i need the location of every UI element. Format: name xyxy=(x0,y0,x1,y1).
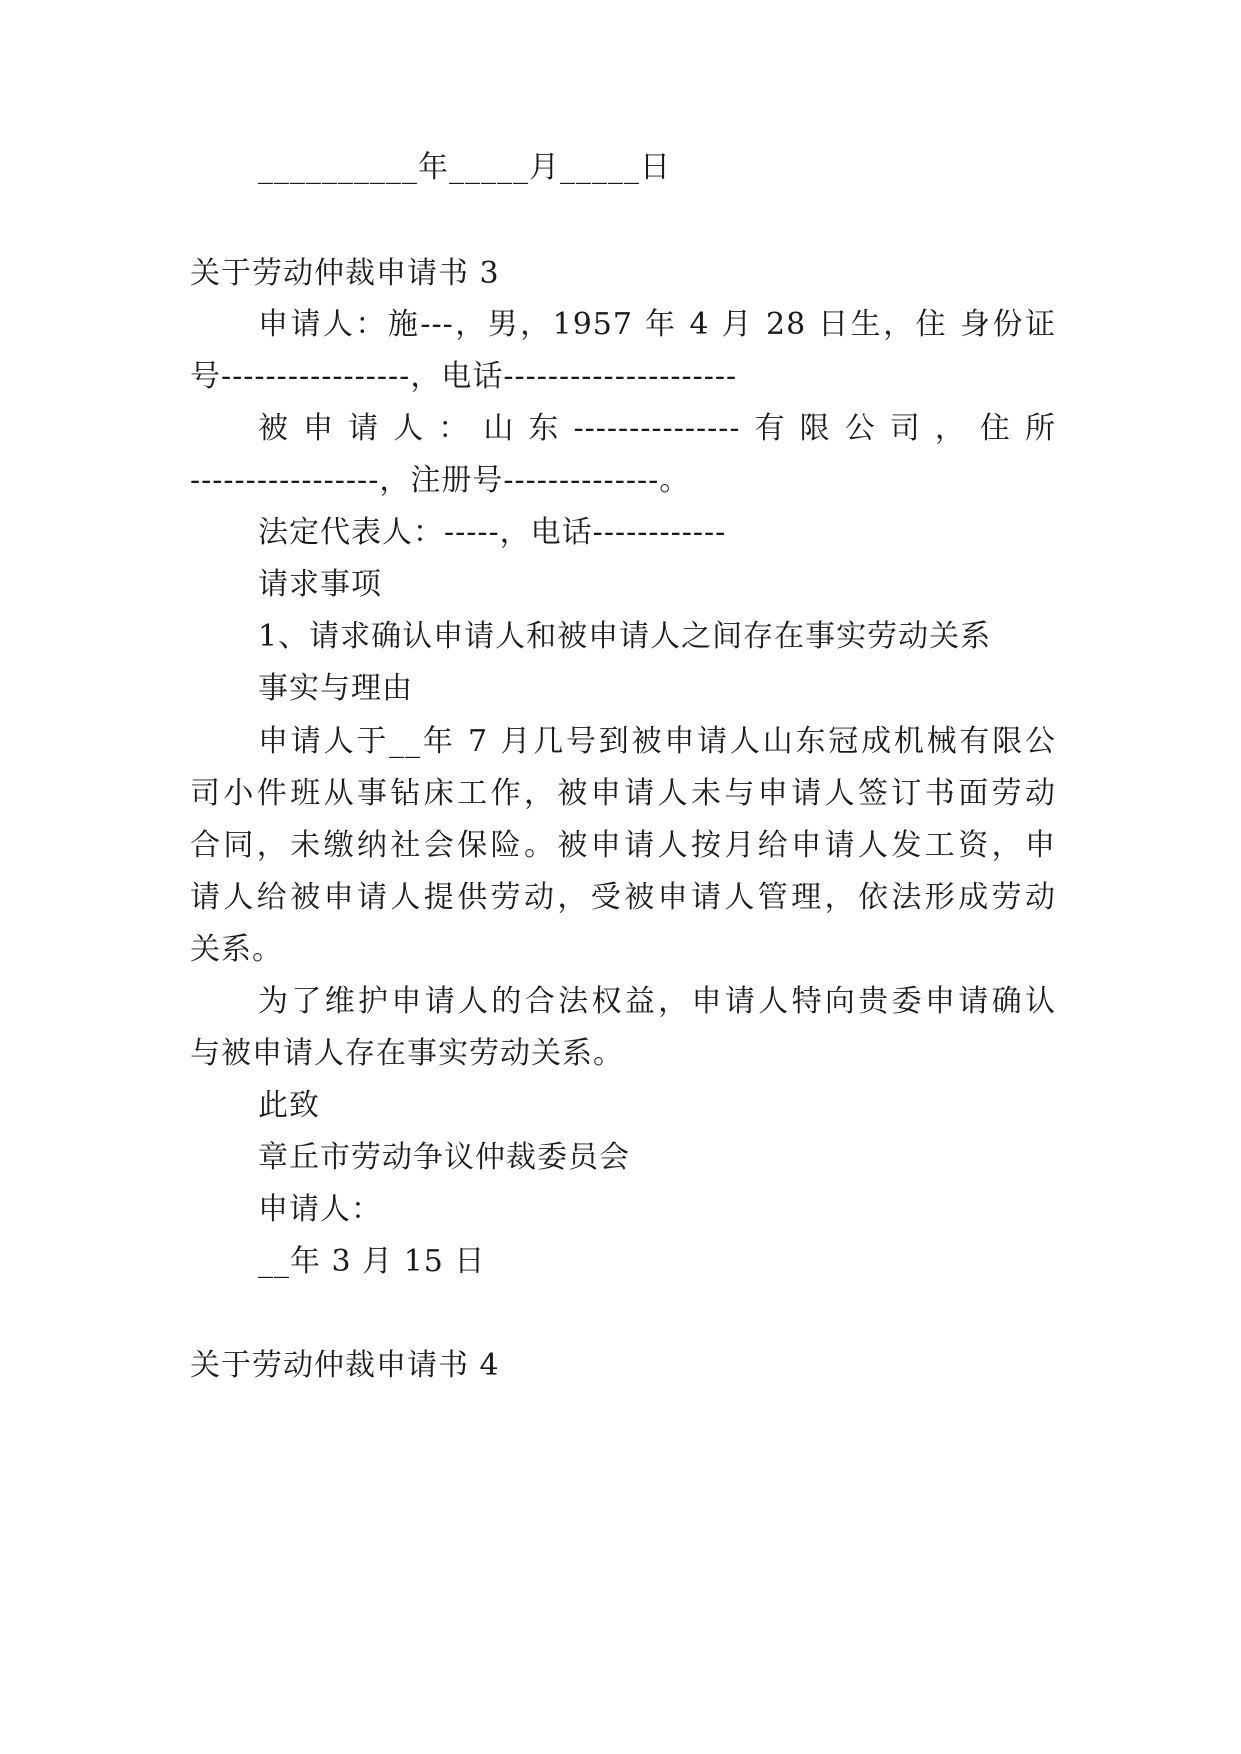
facts-heading: 事实与理由 xyxy=(258,671,413,706)
salutation: 此致 xyxy=(258,1088,320,1123)
applicant-line-1: 申请人：施---，男，1957 年 4 月 28 日生，住 身份证 xyxy=(258,307,1056,342)
respondent-line-1: 被申请人：山东---------------有限公司，住所 xyxy=(258,411,1056,446)
facts-line-2: 司小件班从事钻床工作，被申请人未与申请人签订书面劳动 xyxy=(190,776,1056,811)
recipient: 章丘市劳动争议仲裁委员会 xyxy=(258,1140,630,1175)
facts-line-3: 合同，未缴纳社会保险。被申请人按月给申请人发工资，申 xyxy=(190,828,1056,863)
date-blank-line: __________年_____月_____日 xyxy=(258,150,671,185)
respondent-line-2: -----------------，注册号--------------。 xyxy=(190,463,691,498)
applicant-line-2: 号-----------------，电话--------------------- xyxy=(190,359,738,394)
request-item-1: 1、请求确认申请人和被申请人之间存在事实劳动关系 xyxy=(258,619,992,654)
facts-line-5: 关系。 xyxy=(190,932,283,967)
purpose-line-2: 与被申请人存在事实劳动关系。 xyxy=(190,1036,624,1071)
legal-representative-line: 法定代表人：-----，电话------------ xyxy=(258,515,727,550)
purpose-line-1: 为了维护申请人的合法权益，申请人特向贵委申请确认 xyxy=(258,984,1056,1019)
facts-line-1: 申请人于__年 7 月几号到被申请人山东冠成机械有限公 xyxy=(258,724,1056,759)
section-heading-4: 关于劳动仲裁申请书 4 xyxy=(190,1348,500,1383)
facts-line-4: 请人给被申请人提供劳动，受被申请人管理，依法形成劳动 xyxy=(190,880,1056,915)
request-heading: 请求事项 xyxy=(258,567,382,602)
signature-date: __年 3 月 15 日 xyxy=(258,1244,486,1279)
section-heading-3: 关于劳动仲裁申请书 3 xyxy=(190,256,500,291)
signature-label: 申请人： xyxy=(258,1192,382,1227)
